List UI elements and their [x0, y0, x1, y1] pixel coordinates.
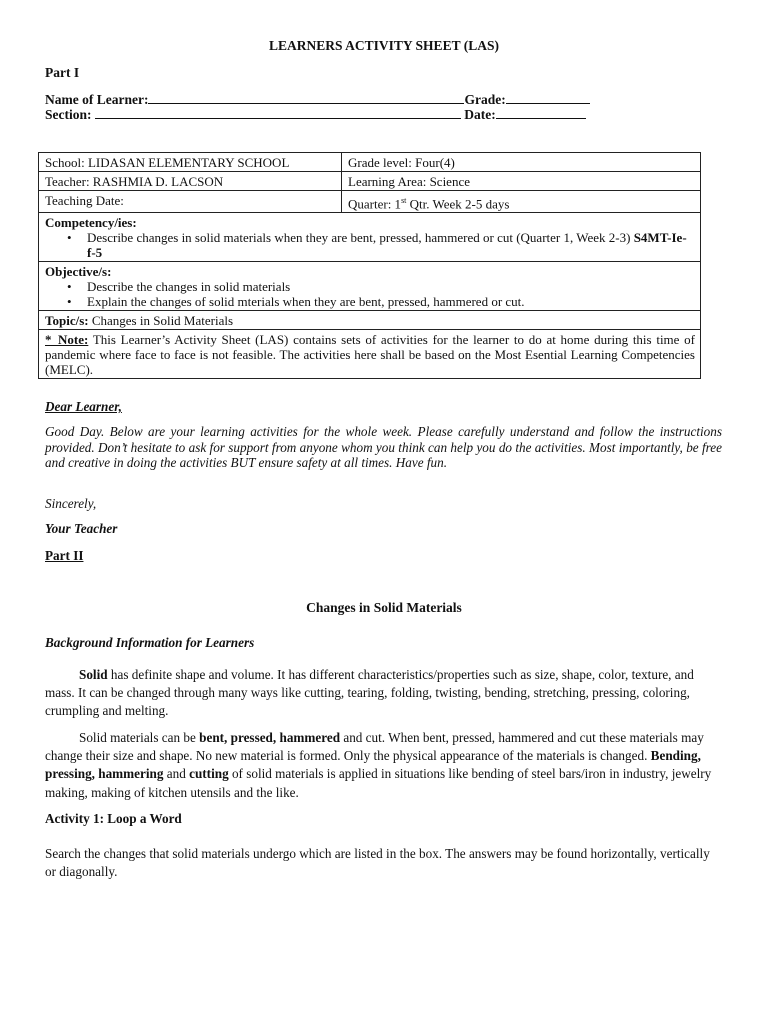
quarter-prefix: Quarter: 1: [348, 196, 402, 212]
letter-closing: Sincerely,: [45, 496, 97, 511]
topic-cell: [39, 311, 701, 330]
teacher-cell: Teacher: RASHMIA D. LACSON: [39, 172, 342, 191]
paragraph-solid-text: has definite shape and volume. It has different characteristics/properties such as size, shape, color, texture, and mass. It can be changed through many ways like cutting, tearing, folding, twisting, bending, stretching, pressing, coloring, crumpling and melting.: [45, 667, 694, 719]
objective-item: • Describe the changes in solid materials: [87, 279, 695, 294]
p2-bold-b: bent, pressed, hammered: [199, 730, 341, 745]
competency-cell: [39, 213, 701, 262]
competency-text: Describe changes in solid materials when they are bent, pressed, hammered or cut (Quarter 1, Week 2-3): [87, 230, 634, 246]
letter-signature: Your Teacher: [45, 521, 118, 536]
letter-body: Good Day. Below are your learning activities for the whole week. Please carefully understand and follow the instructions provided. Don’t hesitate to ask for support from anyone whom you think can help you do the activities. Most importantly, be free and creative in doing the activities BUT ensure safety at all times. Have fun.: [45, 424, 722, 470]
section-blank[interactable]: [95, 106, 461, 119]
competency-label: Competency/ies:: [45, 215, 137, 231]
objectives-cell: [39, 262, 701, 311]
grade-label: Grade:: [464, 92, 506, 107]
paragraph-changes: [45, 729, 721, 802]
p2-text-g: of solid materials is applied in situations like bending of steel bars/iron in industry, jewelry making, making of kitchen utensils and the like.: [45, 766, 712, 800]
section-label: Section:: [45, 107, 92, 122]
quarter-suffix: Qtr. Week 2-5 days: [406, 196, 510, 212]
date-label: Date:: [464, 107, 496, 122]
table-row: [39, 311, 701, 330]
objectives-label: Objective/s:: [45, 264, 112, 280]
quarter-sup: st: [401, 196, 407, 205]
objective-item: • Explain the changes of solid mterials when they are bent, pressed, hammered or cut.: [87, 294, 695, 309]
p2-text-a: Solid materials can be: [79, 730, 200, 745]
part-two-label: Part II: [45, 548, 84, 563]
learning-area-cell: Learning Area: Science: [342, 172, 701, 191]
name-blank[interactable]: [148, 91, 464, 104]
name-label: Name of Learner:: [45, 92, 149, 107]
part-one-label: Part I: [45, 65, 80, 80]
school-cell: School: LIDASAN ELEMENTARY SCHOOL: [39, 153, 342, 172]
table-row: [39, 262, 701, 311]
competency-code: S4MT-Ie-f-5: [87, 230, 687, 261]
note-label: *_Note:: [45, 332, 89, 348]
paragraph-solid: [45, 666, 721, 721]
activity1-instructions: Search the changes that solid materials undergo which are listed in the box. The answers may be found horizontally, vertically or diagonally.: [45, 846, 710, 880]
grade-blank[interactable]: [506, 91, 590, 104]
p2-bold-f: cutting: [189, 766, 229, 782]
teaching-date-cell: Teaching Date:: [39, 191, 342, 213]
p2-text-c: and cut. When bent, pressed, hammered and cut these materials may change their size and shape. No new material is formed. Only the physical appearance of the materials is changed.: [45, 730, 704, 764]
competency-item: [87, 230, 695, 260]
quarter-cell: [342, 191, 701, 213]
table-row: [39, 330, 701, 379]
topic-label: Topic/s:: [45, 313, 89, 329]
section-date-line: [45, 106, 586, 123]
topic-text: Changes in Solid Materials: [88, 313, 234, 329]
section-heading: Changes in Solid Materials: [306, 600, 462, 615]
date-blank[interactable]: [496, 106, 586, 119]
table-row: [39, 153, 701, 172]
table-row: [39, 191, 701, 213]
p2-bold-d: Bending, pressing, hammering: [45, 748, 701, 782]
note-text: This Learner’s Activity Sheet (LAS) contains sets of activities for the learner to do at home during this time of pandemic where face to face is not feasible. The activities here shall be based on the Most Esential Learning Competencies (MELC).: [45, 332, 695, 378]
table-row: [39, 172, 701, 191]
info-table: [38, 152, 701, 379]
table-row: [39, 213, 701, 262]
letter-salutation: Dear Learner,: [45, 399, 122, 414]
grade-level-cell: Grade level: Four(4): [342, 153, 701, 172]
activity1-title: Activity 1: Loop a Word: [45, 811, 182, 826]
solid-term: Solid: [79, 667, 108, 682]
background-title: Background Information for Learners: [45, 635, 255, 650]
note-cell: [39, 330, 701, 379]
p2-text-e: and: [163, 766, 190, 782]
document-title: LEARNERS ACTIVITY SHEET (LAS): [269, 38, 499, 53]
